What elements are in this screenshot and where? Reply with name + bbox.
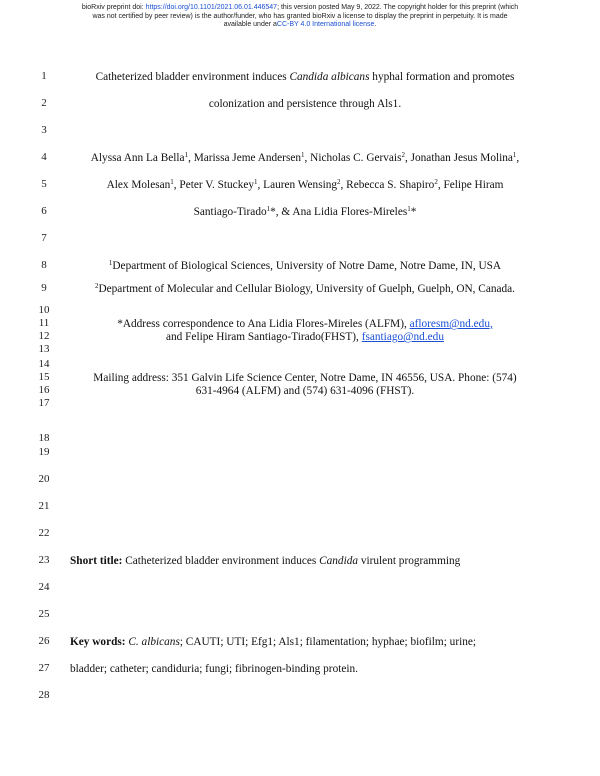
line-number: 5 [41, 178, 47, 190]
header-line-3: available under aCC-BY 4.0 International license. [223, 21, 377, 28]
affiliation-1: $^1$Department of Biological Sciences, University of Notre Dame, Notre Dame, IN, USA [108, 259, 502, 272]
line-number: 11 [38, 317, 50, 329]
line-number: 15 [38, 371, 50, 383]
keywords-label: Key words: [70, 636, 126, 648]
line-number: 20 [38, 473, 50, 485]
line-number: 14 [38, 358, 50, 370]
title-line-1: Catheterized bladder environment induces Candida albicans hyphal formation and promotes [95, 71, 515, 83]
keywords-line-1: Key words: C. albicans; CAUTI; UTI; Efg1; Als1; filamentation; hyphae; biofilm; urine; [70, 636, 477, 648]
correspondence-line-1: *Address correspondence to Ana Lidia Flores-Mireles (ALFM), afloresm@nd.edu, [117, 318, 493, 330]
line-number: 26 [38, 635, 50, 647]
line-number: 18 [38, 432, 50, 444]
line-number: 3 [41, 124, 47, 136]
line-number: 10 [38, 304, 50, 316]
line-number: 19 [38, 446, 50, 458]
line-number: 8 [41, 259, 47, 271]
line-number: 7 [41, 232, 47, 244]
short-title-label: Short title: [70, 555, 123, 567]
header-line-2: was not certified by peer review) is the author/funder, who has granted bioRxiv a license to display the preprint in perpetuity. It is made [92, 12, 508, 20]
correspondence-line-2: and Felipe Hiram Santiago-Tirado(FHST), fsantiago@nd.edu [166, 331, 444, 343]
line-number: 2 [41, 97, 47, 109]
line-number: 25 [38, 608, 50, 620]
keywords-line-2: bladder; catheter; candiduria; fungi; fibrinogen-binding protein. [70, 663, 358, 675]
line-number: 4 [41, 151, 47, 163]
email-link-alfm[interactable]: afloresm@nd.edu, [409, 318, 493, 330]
short-title: Short title: Catheterized bladder environment induces Candida virulent programming [70, 555, 461, 567]
line-number: 27 [38, 662, 50, 674]
line-number: 12 [38, 330, 50, 342]
doi-link[interactable]: https://doi.org/10.1101/2021.06.01.446547 [145, 4, 278, 11]
line-number: 13 [38, 343, 50, 355]
line-number: 22 [38, 527, 50, 539]
authors-line-2: Alex Molesan$^1$, Peter V. Stuckey$^1$, Lauren Wensing$^2$, Rebecca S. Shapiro$^2$, Felipe Hiram [106, 178, 504, 191]
line-number: 1 [41, 70, 47, 82]
email-link-fhst[interactable]: fsantiago@nd.edu [361, 331, 444, 343]
line-number: 16 [38, 384, 50, 396]
species-name: Candida albicans [289, 71, 370, 83]
line-number: 23 [38, 554, 50, 566]
header-line-1: bioRxiv preprint doi: https://doi.org/10.1101/2021.06.01.446547; this version posted May 9, 2022. The copyright holder for this preprint (which [81, 4, 519, 11]
line-number: 6 [41, 205, 47, 217]
line-number: 24 [38, 581, 50, 593]
authors-line-1: Alyssa Ann La Bella$^1$, Marissa Jeme Andersen$^1$, Nicholas C. Gervais$^2$, Jonathan Jesus Molina$^1$, [90, 151, 520, 164]
preprint-header [50, 4, 550, 30]
title-line-2: colonization and persistence through Als1. [208, 98, 402, 110]
authors-line-3: Santiago-Tirado$^1$*, & Ana Lidia Flores-Mireles$^1$* [193, 205, 417, 218]
line-number: 28 [38, 689, 50, 701]
mailing-address-line-2: 631-4964 (ALFM) and (574) 631-4096 (FHST). [195, 385, 415, 397]
line-number: 17 [38, 397, 50, 409]
line-number: 9 [41, 282, 47, 294]
license-link[interactable]: CC-BY 4.0 International license [276, 21, 375, 28]
affiliation-2: $^2$Department of Molecular and Cellular Biology, University of Guelph, Guelph, ON, Canada. [94, 282, 516, 295]
mailing-address-line-1: Mailing address: 351 Galvin Life Science Center, Notre Dame, IN 46556, USA. Phone: (574) [93, 372, 517, 384]
line-number: 21 [38, 500, 50, 512]
